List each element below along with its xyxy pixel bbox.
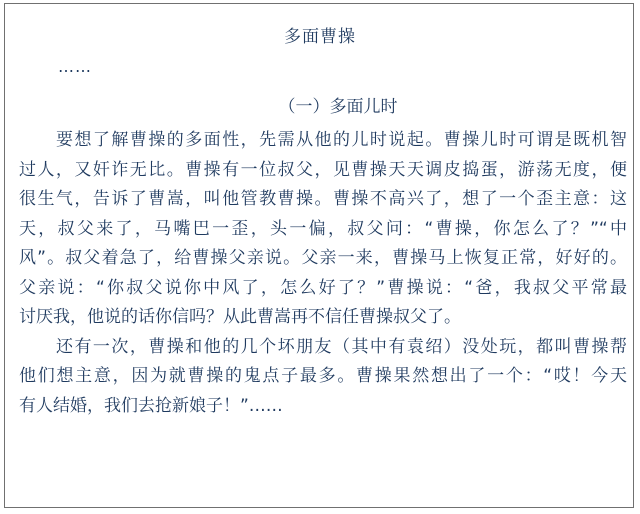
paragraph-line: 还有一次，曹操和他的几个坏朋友（其中有袁绍）没处玩，都叫曹操帮 — [56, 336, 627, 357]
paragraph-line: 要想了解曹操的多面性，先需从他的儿时说起。曹操儿时可谓是既机智 — [56, 130, 627, 150]
paragraph-line: 天，叔父来了，马嘴巴一歪，头一偏，叔父问：“曹操，你怎么了？”“中 — [19, 218, 627, 239]
paragraph-line: 父亲说：“你叔父说你中风了，怎么好了？”曹操说：“爸，我叔父平常最 — [19, 277, 627, 298]
paragraph-line: 风”。叔父着急了，给曹操父亲说。父亲一来，曹操马上恢复正常，好好的。 — [19, 248, 627, 268]
paragraph-line: 讨厌我，他说的话你信吗？从此曹嵩再不信任曹操叔父了。 — [19, 307, 461, 327]
paragraph-line: 有人结婚，我们去抢新娘子！”…… — [19, 395, 283, 416]
paragraph-2 — [19, 333, 627, 422]
paragraph-line: 很生气，告诉了曹嵩，叫他管教曹操。曹操不高兴了，想了一个歪主意：这 — [19, 189, 627, 209]
paragraph-line: 他们想主意，因为就曹操的鬼点子最多。曹操果然想出了一个：“哎！今天 — [19, 366, 627, 386]
section-title: （一）多面儿时 — [278, 97, 398, 117]
document-title: 多面曹操 — [284, 27, 356, 47]
paragraph-line: 过人，又奸诈无比。曹操有一位叔父，见曹操天天调皮捣蛋，游荡无度，便 — [19, 159, 627, 180]
paragraph-1 — [19, 126, 627, 333]
ellipsis: …… — [58, 57, 92, 76]
article-body — [19, 126, 627, 421]
